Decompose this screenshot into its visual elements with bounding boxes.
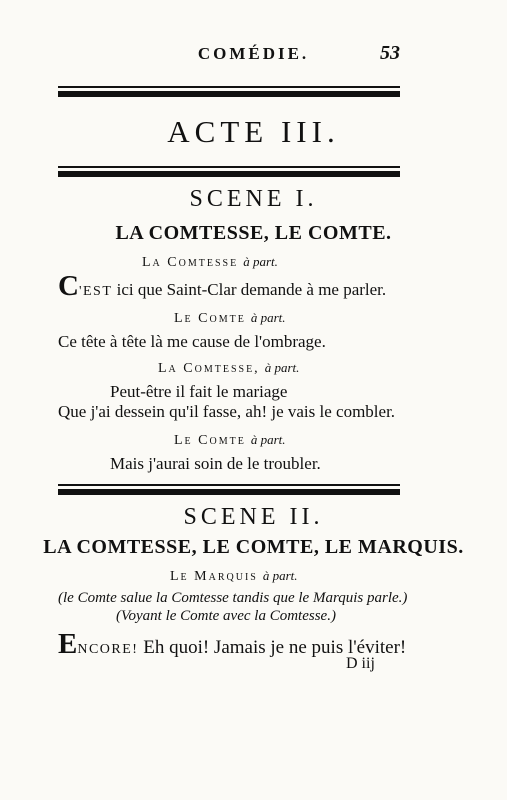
header-rule-bottom (58, 91, 400, 97)
stage-direction-line: (le Comte salue la Comtesse tandis que le Marquis parle.) (58, 590, 408, 606)
speaker-label (170, 568, 298, 585)
act-title: ACTE III. (167, 114, 340, 149)
scene-1-characters: LA COMTESSE, LE COMTE. (115, 222, 392, 244)
verse-line: Que j'ai dessein qu'il fasse, ah! je vais le combler. (58, 402, 396, 421)
running-head: COMÉDIE. (197, 44, 310, 63)
speaker-name: Le Marquis (170, 569, 258, 584)
verse-line: Ce tête à tête là me cause de l'ombrage. (58, 332, 326, 351)
scene-2-title: SCENE II. (183, 504, 324, 530)
stage-direction: à part. (250, 432, 286, 447)
stage-direction: à part. (250, 310, 286, 325)
verse-line (58, 272, 386, 301)
scene-2-characters: LA COMTESSE, LE COMTE, LE MARQUIS. (43, 536, 464, 558)
verse-line: Peut-être il fait le mariage (110, 382, 288, 401)
scene-rule-top (58, 484, 400, 486)
stage-direction: à part. (243, 254, 278, 269)
speaker-name: La Comtesse, (158, 361, 260, 376)
act-rule-bottom (58, 171, 400, 177)
speaker-name: Le Comte (174, 311, 246, 326)
drop-cap: C (58, 270, 79, 302)
speaker-name: Le Comte (174, 433, 246, 448)
verse-line: Mais j'aurai soin de le troubler. (110, 454, 321, 473)
stage-direction: à part. (264, 360, 300, 375)
first-word: NCORE! (77, 642, 139, 657)
speaker-label (174, 310, 286, 327)
act-rule-top (58, 166, 400, 168)
scene-1-title: SCENE I. (189, 186, 318, 212)
signature-mark: D iij (346, 655, 375, 672)
scene-rule-bottom (58, 489, 400, 495)
first-word: 'EST (78, 284, 113, 299)
drop-cap: E (58, 628, 78, 660)
verse-text: ici que Saint-Clar demande à me parler. (116, 280, 387, 299)
stage-direction: à part. (262, 568, 298, 583)
stage-direction-line: (Voyant le Comte avec la Comtesse.) (116, 608, 336, 624)
speaker-label (142, 254, 278, 271)
header-rule-top (58, 86, 400, 88)
speaker-name: La Comtesse (142, 255, 239, 270)
speaker-label (158, 360, 299, 377)
verse-text: Eh quoi! Jamais je ne puis l'éviter! (143, 637, 407, 658)
speaker-label (174, 432, 286, 449)
page-number: 53 (380, 42, 400, 64)
